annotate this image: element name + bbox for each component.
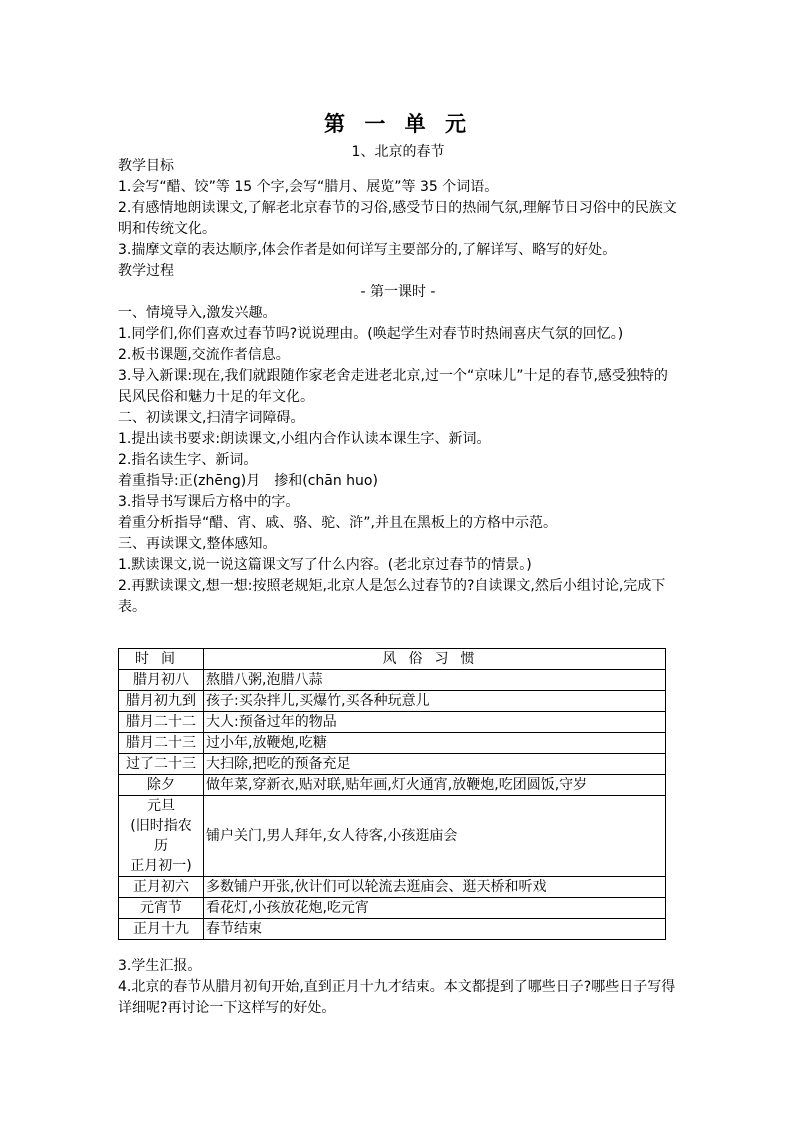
time-cell: 腊月初九到 bbox=[119, 691, 204, 712]
section-heading: 教学目标 bbox=[118, 158, 174, 174]
after-table-text bbox=[118, 956, 678, 1019]
time-cell: 腊月初八 bbox=[119, 670, 204, 691]
paragraph: 一、情境导入,激发兴趣。 bbox=[118, 305, 277, 321]
time-cell: 除夕 bbox=[119, 775, 204, 796]
table-row bbox=[119, 670, 666, 691]
paragraph: 2.板书课题,交流作者信息。 bbox=[118, 347, 290, 363]
table-row bbox=[119, 796, 666, 877]
custom-cell: 春节结束 bbox=[204, 919, 666, 940]
period-heading: - 第一课时 - bbox=[360, 284, 436, 300]
header-time: 时间 bbox=[119, 649, 204, 670]
paragraph: 3.揣摩文章的表达顺序,体会作者是如何详写主要部分的,了解详写、略写的好处。 bbox=[118, 242, 617, 258]
table-row bbox=[119, 877, 666, 898]
time-cell: 腊月二十二 bbox=[119, 712, 204, 733]
table-row bbox=[119, 898, 666, 919]
custom-cell: 熬腊八粥,泡腊八蒜 bbox=[204, 670, 666, 691]
custom-cell: 做年菜,穿新衣,贴对联,贴年画,灯火通宵,放鞭炮,吃团圆饭,守岁 bbox=[204, 775, 666, 796]
time-cell: 元宵节 bbox=[119, 898, 204, 919]
paragraph: 2.再默读课文,想一想:按照老规矩,北京人是怎么过春节的?自读课文,然后小组讨论,完成下表。 bbox=[118, 578, 666, 615]
paragraph: 3.指导书写课后方格中的字。 bbox=[118, 494, 300, 510]
lesson-title: 1、北京的春节 bbox=[351, 144, 445, 160]
custom-cell: 孩子:买杂拌儿,买爆竹,买各种玩意儿 bbox=[204, 691, 666, 712]
time-cell: 腊月二十三 bbox=[119, 733, 204, 754]
custom-cell: 铺户关门,男人拜年,女人待客,小孩逛庙会 bbox=[204, 796, 666, 877]
paragraph: 2.指名读生字、新词。 bbox=[118, 452, 258, 468]
table-row bbox=[119, 754, 666, 775]
customs-table bbox=[118, 648, 666, 940]
custom-cell: 多数铺户开张,伙计们可以轮流去逛庙会、逛天桥和听戏 bbox=[204, 877, 666, 898]
paragraph: 1.默读课文,说一说这篇课文写了什么内容。(老北京过春节的情景。) bbox=[118, 557, 532, 573]
paragraph: 2.有感情地朗读课文,了解老北京春节的习俗,感受节日的热闹气氛,理解节日习俗中的民族文明和传统文化。 bbox=[118, 200, 677, 237]
paragraph: 4.北京的春节从腊月初旬开始,直到正月十九才结束。本文都提到了哪些日子?哪些日子写得详细呢?再讨论一下这样写的好处。 bbox=[118, 979, 676, 1016]
custom-cell: 过小年,放鞭炮,吃糖 bbox=[204, 733, 666, 754]
table-row bbox=[119, 691, 666, 712]
paragraph: 1.会写“醋、饺”等 15 个字,会写“腊月、展览”等 35 个词语。 bbox=[118, 179, 499, 195]
paragraph: 三、再读课文,整体感知。 bbox=[118, 536, 277, 552]
time-cell: 正月十九 bbox=[119, 919, 204, 940]
time-cell: 元旦 (旧时指农 历 正月初一) bbox=[119, 796, 204, 877]
paragraph: 着重指导:正(zhēng)月 掺和(chān huo) bbox=[118, 473, 378, 489]
table-row bbox=[119, 733, 666, 754]
time-cell: 正月初六 bbox=[119, 877, 204, 898]
custom-cell: 看花灯,小孩放花炮,吃元宵 bbox=[204, 898, 666, 919]
paragraph: 3.学生汇报。 bbox=[118, 958, 202, 974]
paragraph: 1.提出读书要求:朗读课文,小组内合作认读本课生字、新词。 bbox=[118, 431, 491, 447]
time-cell: 过了二十三 bbox=[119, 754, 204, 775]
paragraph: 3.导入新课:现在,我们就跟随作家老舍走进老北京,过一个“京味儿”十足的春节,感受独特的民风民俗和魅力十足的年文化。 bbox=[118, 368, 668, 405]
header-custom: 风俗习惯 bbox=[204, 649, 666, 670]
table-row bbox=[119, 712, 666, 733]
paragraph: 二、初读课文,扫清字词障碍。 bbox=[118, 410, 305, 426]
section-heading: 教学过程 bbox=[118, 263, 174, 279]
custom-cell: 大扫除,把吃的预备充足 bbox=[204, 754, 666, 775]
body-text bbox=[118, 156, 678, 618]
paragraph: 着重分析指导“醋、宵、戚、骆、驼、浒”,并且在黑板上的方格中示范。 bbox=[118, 515, 557, 531]
table-row bbox=[119, 775, 666, 796]
paragraph: 1.同学们,你们喜欢过春节吗?说说理由。(唤起学生对春节时热闹喜庆气氛的回忆。) bbox=[118, 326, 624, 342]
table-header-row bbox=[119, 649, 666, 670]
unit-title: 第 一 单 元 bbox=[324, 111, 472, 136]
table-row bbox=[119, 919, 666, 940]
custom-cell: 大人:预备过年的物品 bbox=[204, 712, 666, 733]
